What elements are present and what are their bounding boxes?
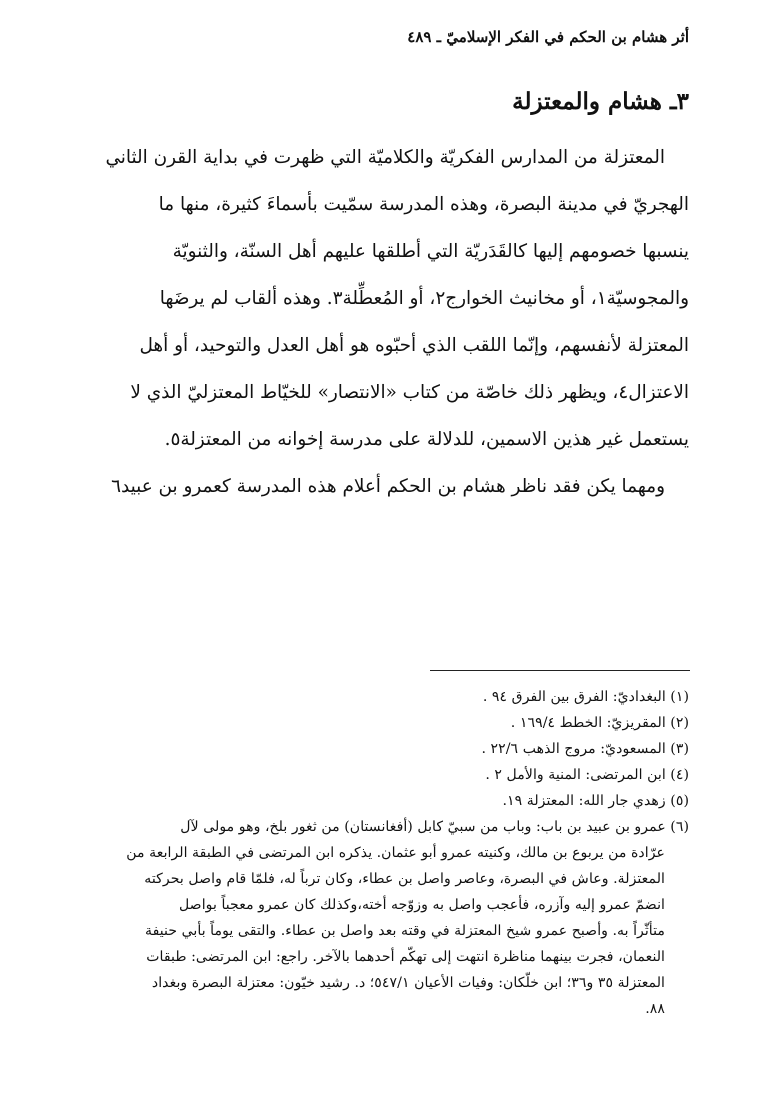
footnote-line: (٤) ابن المرتضى: المنية والأمل ٢ . (485, 767, 689, 783)
footnote (71, 788, 689, 814)
text-line: الهجريّ في مدينة البصرة، وهذه المدرسة سمّيت بأسماءَ كثيرة، منها ما (158, 194, 689, 215)
footnote-line: (١) البغداديّ: الفرق بين الفرق ٩٤ . (482, 689, 689, 705)
footnotes (71, 684, 689, 1022)
text-line: ومهما يكن فقد ناظر هشام بن الحكم أعلام هذه المدرسة كعمرو بن عبيد٦ (111, 476, 665, 497)
footnote-line: (٦) عمرو بن عبيد بن باب: وباب من سبيّ كابل (أفغانستان) من ثغور بلخ، وهو مولى لآل (180, 819, 689, 835)
footnote (71, 736, 689, 762)
footnote (71, 814, 689, 1022)
paragraph (71, 463, 689, 510)
text-line: والمجوسيّة١، أو مخانيث الخوارج٢، أو المُعطِّلة٣. وهذه ألقاب لم يرضَها (159, 288, 689, 309)
footnote-line: (٥) زهدي جار الله: المعتزلة ١٩. (502, 793, 689, 809)
footnote-line: ٨٨. (645, 1001, 665, 1017)
section-heading: ٣ـ هشام والمعتزلة (512, 88, 689, 115)
footnote (71, 762, 689, 788)
text-line: الاعتزال٤، ويظهر ذلك خاصّة من كتاب «الانتصار» للخيّاط المعتزليّ الذي لا (130, 382, 689, 403)
body-text (71, 134, 689, 510)
footnote-line: انضمّ عمرو إليه وآزره، فأعجب واصل به وزوّجه أخته،وكذلك كان عمرو معجباً بواصل (178, 897, 665, 913)
running-header: أثر هشام بن الحكم في الفكر الإسلاميّ ـ ٤٨٩ (407, 28, 689, 46)
footnote-line: (٢) المقريزيّ: الخطط ١٦٩/٤ . (510, 715, 689, 731)
footnote-line: عرّادة من يربوع بن مالك، وكنيته عمرو أبو عثمان. يذكره ابن المرتضى في الطبقة الرابعة من (126, 845, 665, 861)
footnote (71, 710, 689, 736)
footnote (71, 684, 689, 710)
footnote-line: المعتزلة. وعاش في البصرة، وعاصر واصل بن عطاء، وكان ترباً له، فلمّا قام واصل بحركته (144, 871, 665, 887)
paragraph (71, 134, 689, 463)
footnote-divider (430, 670, 690, 671)
footnote-line: النعمان، فجرت بينهما مناظرة انتهت إلى تهكّم أحدهما بالآخر. راجع: ابن المرتضى: طبقات (146, 949, 665, 965)
footnote-line: المعتزلة ٣٥ و٣٦؛ ابن خلّكان: وفيات الأعيان ٥٤٧/١؛ د. رشيد خيّون: معتزلة البصرة وبغداد (151, 975, 665, 991)
text-line: ينسبها خصومهم إليها كالقَدَريّة التي أطلقها عليهم أهل السنّة، والثنويّة (172, 241, 689, 262)
footnote-line: (٣) المسعوديّ: مروج الذهب ٢٢/٦ . (481, 741, 689, 757)
text-line: المعتزلة لأنفسهم، وإنّما اللقب الذي أحبّوه هو أهل العدل والتوحيد، أو أهل (139, 335, 689, 356)
text-line: يستعمل غير هذين الاسمين، للدلالة على مدرسة إخوانه من المعتزلة٥. (164, 429, 689, 450)
footnote-line: متأثّراً به. وأصبح عمرو شيخ المعتزلة في وقته بعد واصل بن عطاء. والتقى يوماً بأبي حنيفة (144, 923, 665, 939)
text-line: المعتزلة من المدارس الفكريّة والكلاميّة التي ظهرت في بداية القرن الثاني (105, 147, 665, 168)
